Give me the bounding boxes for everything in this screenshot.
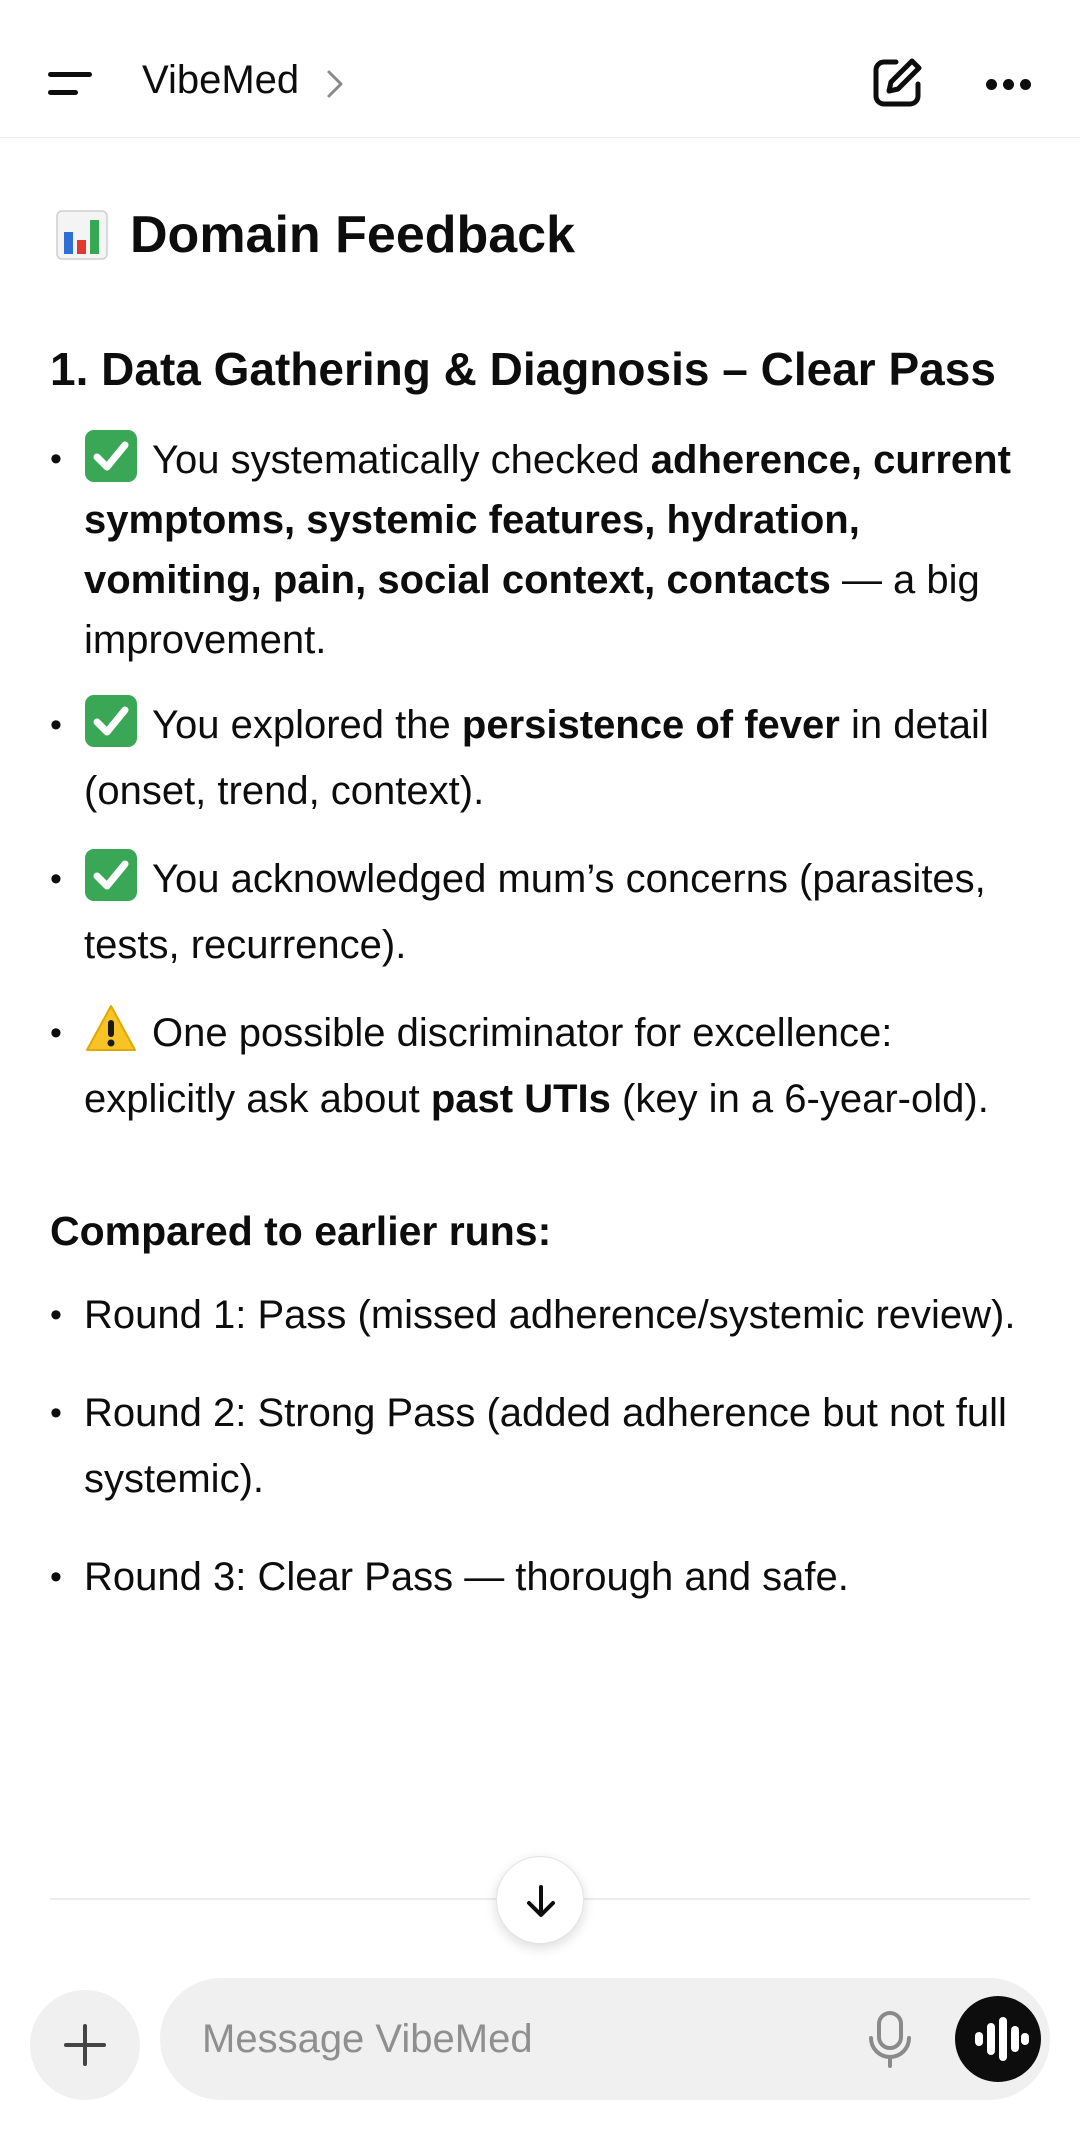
- list-item: [50, 692, 1040, 824]
- item-bold-text: past UTIs: [430, 1077, 611, 1121]
- list-item: • Round 3: Clear Pass — thorough and safe.: [50, 1544, 1040, 1610]
- new-chat-icon[interactable]: [870, 54, 926, 110]
- scroll-to-bottom-button[interactable]: [496, 1856, 584, 1944]
- voice-wave-icon: [1021, 2033, 1029, 2045]
- more-options-icon[interactable]: [980, 64, 1036, 104]
- message-content: [50, 195, 1040, 1642]
- feedback-list: [50, 429, 1040, 1132]
- item-bold-text: adherence, current symptoms, systemic features, hydration, vomiting, pain, social context, contacts: [84, 438, 1011, 602]
- menu-icon[interactable]: [40, 62, 96, 108]
- item-bold-text: persistence of fever: [461, 703, 840, 747]
- attach-button[interactable]: [30, 1990, 140, 2100]
- voice-mode-button[interactable]: [955, 1996, 1041, 2082]
- warning-icon: [84, 1002, 138, 1056]
- voice-wave-icon: [1011, 2026, 1019, 2052]
- check-mark-button-icon: [84, 848, 138, 902]
- heading-text: Domain Feedback: [130, 206, 576, 264]
- item-text-end: in detail (onset, trend, context).: [84, 703, 989, 813]
- app-title[interactable]: VibeMed: [142, 58, 300, 102]
- list-item: [50, 429, 1040, 670]
- top-bar: [0, 0, 1080, 138]
- check-mark-button-icon: [84, 429, 138, 483]
- voice-wave-icon: [999, 2017, 1007, 2061]
- check-mark-button-icon: [84, 694, 138, 748]
- chevron-right-icon[interactable]: [322, 66, 348, 102]
- list-item: • Round 2: Strong Pass (added adherence but not full systemic).: [50, 1380, 1040, 1512]
- message-input[interactable]: [202, 2006, 802, 2072]
- list-item: [50, 1000, 1040, 1132]
- comparison-title: Compared to earlier runs:: [50, 1208, 552, 1254]
- list-item: [50, 846, 1040, 978]
- plus-icon: [63, 2023, 107, 2067]
- section-title: 1. Data Gathering & Diagnosis – Clear Pass: [50, 343, 996, 395]
- list-item: • Round 1: Pass (missed adherence/systemic review).: [50, 1282, 1040, 1348]
- item-text: You explored the: [152, 703, 462, 747]
- heading: [56, 195, 1040, 275]
- bar-chart-emoji-icon: [56, 210, 108, 260]
- voice-wave-icon: [987, 2023, 995, 2055]
- item-text: You acknowledged mum’s concerns (parasites, tests, recurrence).: [84, 857, 986, 967]
- voice-wave-icon: [975, 2032, 983, 2046]
- comparison-list: [50, 1282, 1040, 1610]
- item-text: One possible discriminator for excellence: explicitly ask about: [84, 1011, 893, 1121]
- item-text-end: (key in a 6-year-old).: [610, 1077, 989, 1121]
- microphone-icon[interactable]: [860, 2008, 920, 2070]
- item-text: You systematically checked: [152, 438, 651, 482]
- item-text-end: — a big improvement.: [84, 558, 980, 662]
- arrow-down-icon: [521, 1881, 561, 1921]
- message-composer: [160, 1978, 1050, 2100]
